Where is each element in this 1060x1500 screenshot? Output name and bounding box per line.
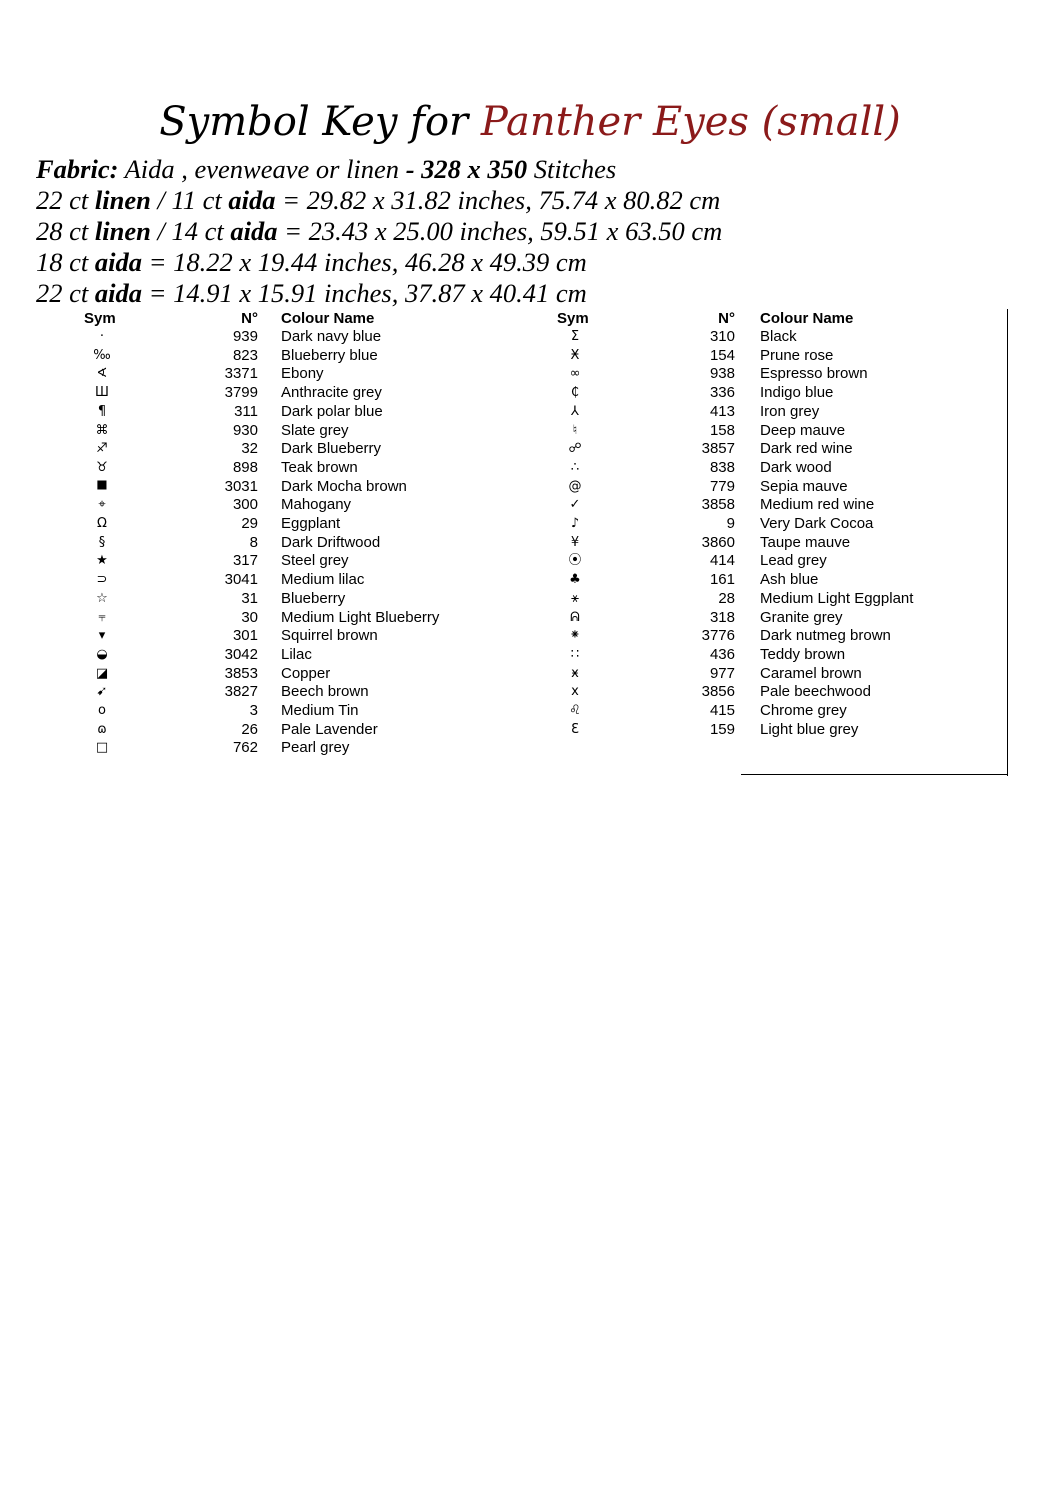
table-row xyxy=(0,721,1060,740)
colour-name: Very Dark Cocoa xyxy=(760,515,874,532)
thread-number: 161 xyxy=(709,571,735,589)
thread-number: 414 xyxy=(709,552,735,570)
thread-number: 3041 xyxy=(224,571,258,589)
header-sym: Sym xyxy=(557,310,589,327)
table-right-border xyxy=(1007,309,1008,776)
colour-name: Medium Light Blueberry xyxy=(281,608,440,626)
stitch-symbol: ✓ xyxy=(569,497,581,513)
fabric-line-3 xyxy=(36,216,722,247)
fabric-b: aida xyxy=(94,247,142,277)
table-row xyxy=(0,328,1060,347)
colour-name: Dark nutmeg brown xyxy=(760,627,891,645)
thread-number: 898 xyxy=(232,458,258,476)
table-row xyxy=(0,739,1060,758)
stitch-symbol: ♉ xyxy=(96,459,108,475)
table-row xyxy=(0,646,1060,665)
stitch-symbol: ★ xyxy=(96,553,108,569)
thread-number: 823 xyxy=(232,346,258,364)
thread-number: 3042 xyxy=(224,645,258,663)
thread-number: 300 xyxy=(232,496,258,514)
colour-name: Blueberry blue xyxy=(281,346,378,364)
colour-name: Iron grey xyxy=(760,402,820,420)
thread-number: 3853 xyxy=(224,664,258,682)
stitch-symbol: ⌘ xyxy=(95,422,109,438)
table-row xyxy=(0,478,1060,497)
header-num: N° xyxy=(241,310,258,327)
fabric-types: Aida , evenweave or linen xyxy=(118,154,406,184)
colour-name: Ash blue xyxy=(760,571,819,589)
table-row xyxy=(0,347,1060,366)
colour-name: Mahogany xyxy=(281,496,352,514)
thread-number: 3 xyxy=(249,702,258,719)
colour-name: Pale Lavender xyxy=(281,720,378,738)
table-row xyxy=(0,571,1060,590)
size-e: = 29.82 x 31.82 inches, 75.74 x 80.82 cm xyxy=(275,185,721,215)
colour-name: Slate grey xyxy=(281,421,349,439)
fabric-line-2 xyxy=(36,185,722,216)
table-row xyxy=(0,422,1060,441)
thread-number: 28 xyxy=(718,589,735,607)
colour-name: Dark wood xyxy=(760,458,832,476)
symbol-key-table xyxy=(0,310,1060,780)
table-row xyxy=(0,496,1060,515)
colour-name: Squirrel brown xyxy=(281,627,378,645)
colour-name: Indigo blue xyxy=(760,384,834,402)
table-row xyxy=(0,609,1060,628)
fabric-line-1 xyxy=(36,154,722,185)
stitch-symbol: @ xyxy=(568,478,582,494)
colour-name: Dark Mocha brown xyxy=(281,477,407,495)
fabric-line-4 xyxy=(36,247,722,278)
colour-name: Deep mauve xyxy=(760,421,846,439)
table-row xyxy=(0,665,1060,684)
count-a: 22 ct xyxy=(36,185,95,215)
pattern-name: Panther Eyes (small) xyxy=(480,99,901,145)
stitch-symbol: x xyxy=(571,684,579,700)
thread-number: 158 xyxy=(709,421,735,439)
thread-number: 311 xyxy=(234,402,258,420)
fabric-info xyxy=(36,154,722,309)
stitch-symbol: ¥ xyxy=(570,534,580,550)
thread-number: 159 xyxy=(709,720,735,738)
colour-name: Dark polar blue xyxy=(281,402,383,420)
thread-number: 8 xyxy=(249,533,258,551)
table-row xyxy=(0,683,1060,702)
stitch-symbol: ∷ xyxy=(570,646,580,662)
stitch-symbol: ɷ xyxy=(97,721,107,737)
stitch-symbol: ⊃ xyxy=(96,572,108,588)
colour-name: Sepia mauve xyxy=(760,477,848,495)
colour-name: Medium lilac xyxy=(281,571,365,589)
stitches-word: Stitches xyxy=(527,154,617,184)
fabric-b: aida xyxy=(94,278,142,308)
colour-name: Dark navy blue xyxy=(281,328,382,345)
count-a: 22 ct xyxy=(36,278,95,308)
colour-name: Espresso brown xyxy=(760,365,868,383)
stitch-symbol: Ӿ xyxy=(570,347,580,363)
fabric-d: aida xyxy=(228,185,276,215)
table-row xyxy=(0,702,1060,721)
left-header-row xyxy=(0,310,1060,329)
thread-number: 29 xyxy=(241,515,258,532)
colour-name: Taupe mauve xyxy=(760,533,851,551)
fabric-d: aida xyxy=(230,216,278,246)
thread-number: 3799 xyxy=(224,384,258,402)
stitch-symbol: Ш xyxy=(95,385,109,401)
stitch-symbol: ➹ xyxy=(96,684,108,700)
stitch-symbol: Ɛ xyxy=(571,721,579,737)
count-a: 28 ct xyxy=(36,216,95,246)
colour-name: Anthracite grey xyxy=(281,384,382,402)
thread-number: 930 xyxy=(232,421,258,439)
colour-name: Dark red wine xyxy=(760,440,853,458)
header-name: Colour Name xyxy=(760,310,854,327)
thread-number: 436 xyxy=(709,645,735,663)
stitch-symbol: ☆ xyxy=(96,590,108,606)
stitch-symbol: ⌖ xyxy=(98,497,106,513)
thread-number: 779 xyxy=(709,477,735,495)
stitch-symbol: ⫧ xyxy=(98,609,106,625)
colour-name: Granite grey xyxy=(760,608,843,626)
fabric-b: linen xyxy=(94,185,151,215)
colour-name: Beech brown xyxy=(281,683,369,701)
stitch-symbol: ⁕ xyxy=(569,628,581,644)
stitch-symbol: § xyxy=(98,534,106,550)
thread-number: 3857 xyxy=(701,440,735,458)
count-c: / 11 ct xyxy=(150,185,229,215)
thread-number: 3776 xyxy=(701,627,735,645)
count-a: 18 ct xyxy=(36,247,95,277)
table-row xyxy=(0,590,1060,609)
thread-number: 9 xyxy=(726,515,735,532)
stitch-symbol: ☍ xyxy=(568,441,582,457)
table-row xyxy=(0,440,1060,459)
thread-number: 939 xyxy=(232,328,258,345)
stitch-symbol: ⯀ xyxy=(96,478,108,494)
thread-number: 3856 xyxy=(701,683,735,701)
colour-name: Eggplant xyxy=(281,515,341,532)
stitch-symbol: ♐ xyxy=(96,441,108,457)
stitch-symbol: ‰ xyxy=(93,347,111,363)
colour-name: Prune rose xyxy=(760,346,834,364)
stitch-symbol: ⚹ xyxy=(571,590,579,606)
stitch-symbol: ₵ xyxy=(570,385,580,401)
thread-number: 301 xyxy=(232,627,258,645)
table-bottom-border xyxy=(741,774,1008,775)
colour-name: Chrome grey xyxy=(760,702,847,719)
thread-number: 336 xyxy=(709,384,735,402)
stitch-symbol: ♪ xyxy=(570,516,580,531)
thread-number: 26 xyxy=(241,720,258,738)
thread-number: 415 xyxy=(709,702,735,719)
thread-number: 30 xyxy=(241,608,258,626)
table-row xyxy=(0,552,1060,571)
table-row xyxy=(0,627,1060,646)
fabric-b: linen xyxy=(94,216,151,246)
table-row xyxy=(0,365,1060,384)
fabric-label: Fabric: xyxy=(36,154,119,184)
title-prefix: Symbol Key for xyxy=(159,99,469,145)
stitch-symbol: Σ xyxy=(570,329,580,344)
thread-number: 977 xyxy=(709,664,735,682)
stitch-symbol: ᕱ xyxy=(570,609,580,625)
stitch-symbol: · xyxy=(99,329,105,344)
colour-name: Medium red wine xyxy=(760,496,875,514)
fabric-dash: - xyxy=(405,154,422,184)
thread-number: 317 xyxy=(232,552,258,570)
thread-number: 3371 xyxy=(224,365,258,383)
colour-name: Copper xyxy=(281,664,331,682)
table-row xyxy=(0,403,1060,422)
count-c: / 14 ct xyxy=(150,216,231,246)
table-row xyxy=(0,384,1060,403)
stitch-symbol: □ xyxy=(95,740,109,756)
table-row xyxy=(0,534,1060,553)
thread-number: 3860 xyxy=(701,533,735,551)
colour-name: Teddy brown xyxy=(760,645,846,663)
thread-number: 310 xyxy=(709,328,735,345)
header-num: N° xyxy=(718,310,735,327)
table-row xyxy=(0,515,1060,534)
stitch-symbol: ∞ xyxy=(569,366,581,382)
stitch-symbol: ∢ xyxy=(96,366,108,382)
thread-number: 154 xyxy=(709,346,735,364)
thread-number: 3827 xyxy=(224,683,258,701)
colour-name: Pearl grey xyxy=(281,739,350,757)
thread-number: 3858 xyxy=(701,496,735,514)
stitch-symbol: ⅄ xyxy=(571,403,579,419)
thread-number: 762 xyxy=(232,739,258,757)
colour-name: Lilac xyxy=(281,645,312,663)
stitch-symbol: ♌ xyxy=(569,703,581,718)
colour-name: Dark Blueberry xyxy=(281,440,382,458)
header-sym: Sym xyxy=(84,310,116,327)
thread-number: 838 xyxy=(709,458,735,476)
size-e: = 23.43 x 25.00 inches, 59.51 x 63.50 cm xyxy=(277,216,723,246)
stitch-symbol: ▾ xyxy=(98,628,106,644)
stitch-symbol: ӿ xyxy=(571,665,579,681)
colour-name: Medium Light Eggplant xyxy=(760,589,914,607)
colour-name: Steel grey xyxy=(281,552,349,570)
colour-name: Light blue grey xyxy=(760,720,859,738)
thread-number: 32 xyxy=(241,440,258,458)
colour-name: Dark Driftwood xyxy=(281,533,381,551)
stitch-symbol: ⦿ xyxy=(568,553,582,569)
stitch-symbol: ¶ xyxy=(97,403,107,419)
stitch-symbol: ♮ xyxy=(572,422,578,438)
colour-name: Caramel brown xyxy=(760,664,862,682)
thread-number: 413 xyxy=(709,402,735,420)
colour-name: Blueberry xyxy=(281,589,346,607)
header-name: Colour Name xyxy=(281,310,375,327)
colour-name: Ebony xyxy=(281,365,324,383)
colour-name: Medium Tin xyxy=(281,702,359,719)
thread-number: 318 xyxy=(709,608,735,626)
colour-name: Teak brown xyxy=(281,458,358,476)
page-title xyxy=(0,92,1060,152)
stitch-symbol: ∴ xyxy=(570,459,580,475)
colour-name: Pale beechwood xyxy=(760,683,871,701)
stitch-symbol: ◪ xyxy=(95,665,109,681)
stitch-symbol: o xyxy=(98,703,106,718)
colour-name: Black xyxy=(760,328,797,345)
table-row xyxy=(0,459,1060,478)
size-e: = 18.22 x 19.44 inches, 46.28 x 49.39 cm xyxy=(142,247,587,277)
thread-number: 3031 xyxy=(224,477,258,495)
stitch-count: 328 x 350 xyxy=(421,154,528,184)
stitch-symbol: Ω xyxy=(97,516,107,531)
fabric-line-5 xyxy=(36,278,722,309)
colour-name: Lead grey xyxy=(760,552,827,570)
stitch-symbol: ♣ xyxy=(569,572,581,588)
thread-number: 31 xyxy=(241,589,258,607)
thread-number: 938 xyxy=(709,365,735,383)
size-e: = 14.91 x 15.91 inches, 37.87 x 40.41 cm xyxy=(142,278,587,308)
stitch-symbol: ◒ xyxy=(96,646,108,662)
